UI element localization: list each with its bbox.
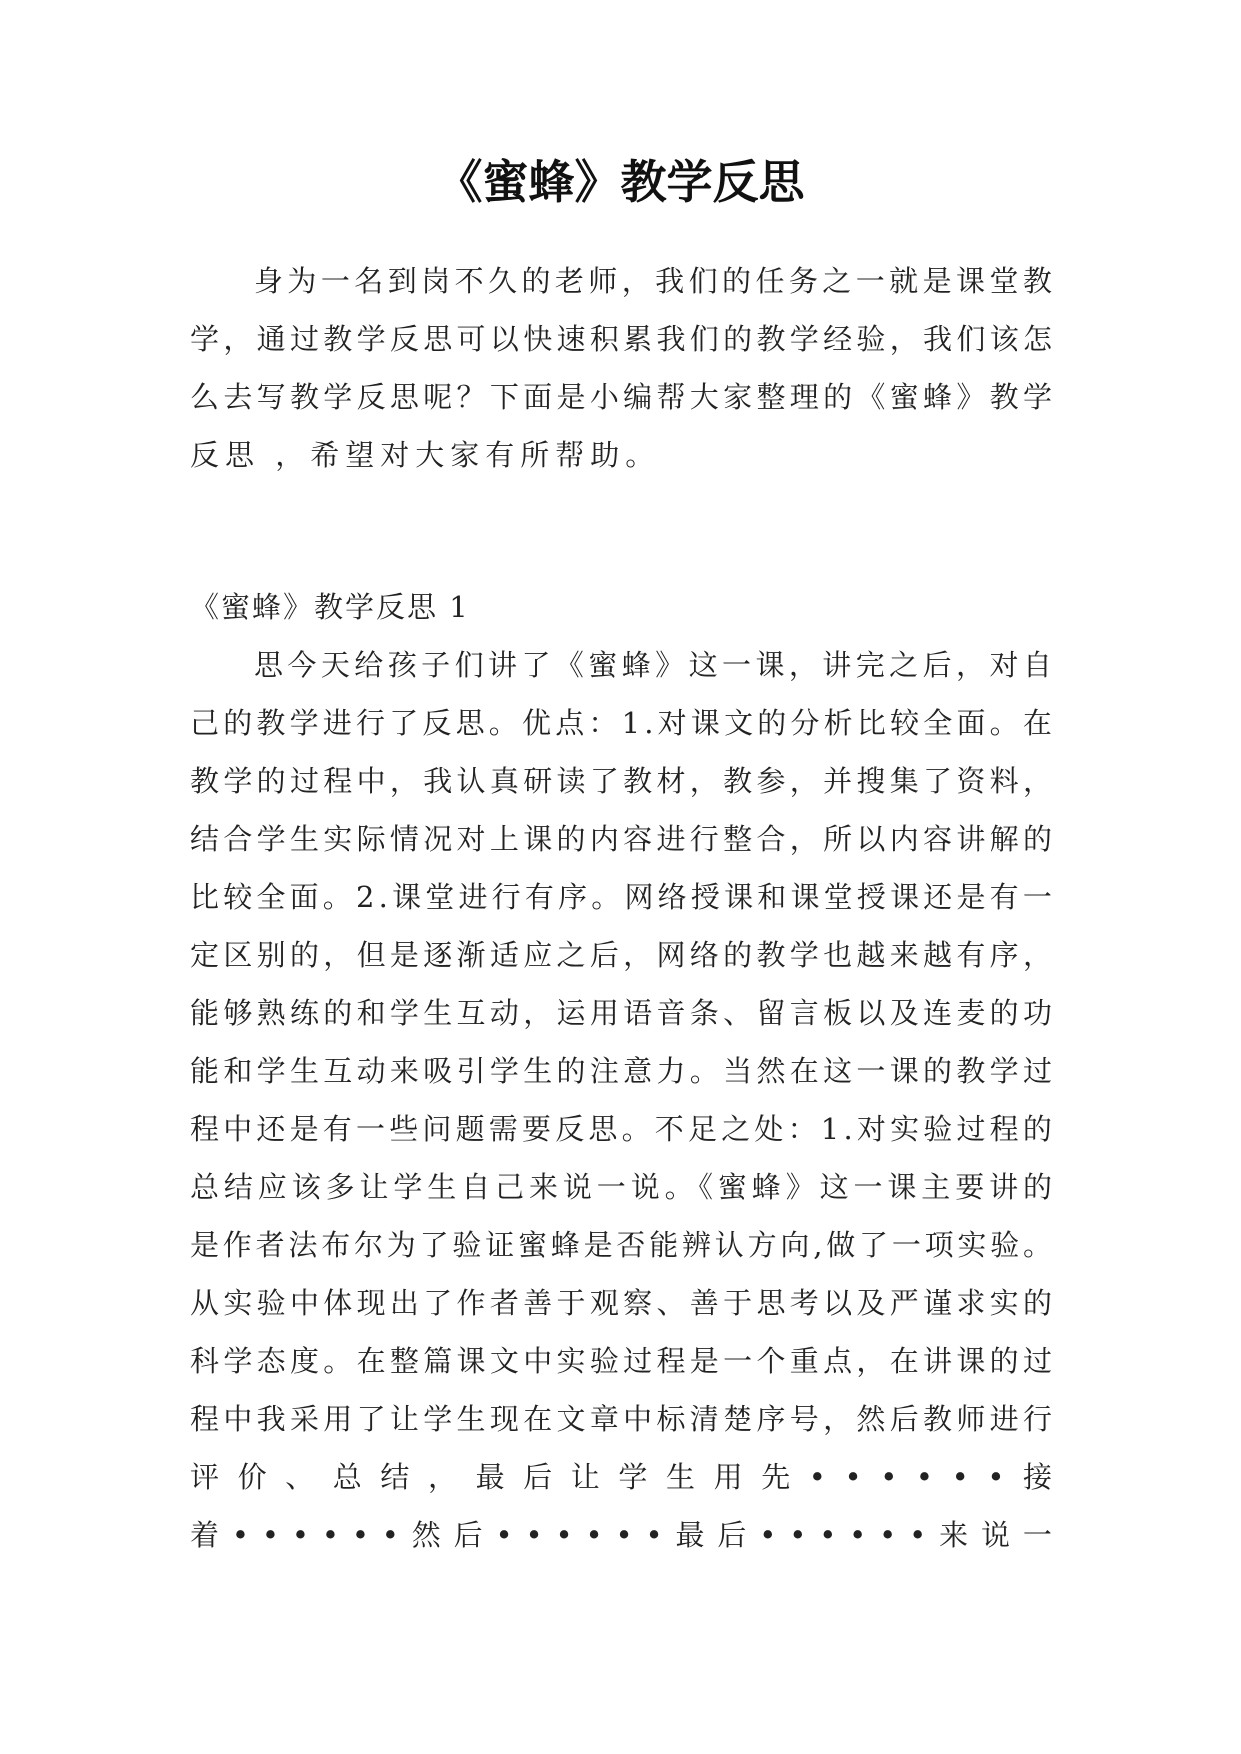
line-text: 身为一名到岗不久的老师，我们的任务之一就是课堂教 (254, 264, 1057, 298)
paragraph-line (190, 636, 1057, 694)
paragraph-line (190, 1100, 1057, 1158)
paragraph-line (190, 752, 1057, 810)
line-text: 程中还是有一些问题需要反思。不足之处：1.对实验过程的 (190, 1112, 1057, 1146)
paragraph-line (190, 984, 1057, 1042)
paragraph-line (190, 1274, 1057, 1332)
line-text: 能够熟练的和学生互动，运用语音条、留言板以及连麦的功 (190, 996, 1057, 1030)
line-text: 思今天给孩子们讲了《蜜蜂》这一课，讲完之后，对自 (254, 648, 1057, 682)
paragraph-line (190, 1158, 1057, 1216)
paragraph-line (190, 1042, 1057, 1100)
paragraph-line (190, 1332, 1057, 1390)
line-text: 学，通过教学反思可以快速积累我们的教学经验，我们该怎 (190, 322, 1057, 356)
paragraph-line (190, 252, 1057, 310)
section-paragraph (190, 636, 1071, 1564)
line-text: 定区别的，但是逐渐适应之后，网络的教学也越来越有序， (190, 938, 1057, 972)
paragraph-line (190, 1216, 1056, 1274)
paragraph-line (190, 926, 1057, 984)
line-text: 么去写教学反思呢？下面是小编帮大家整理的《蜜蜂》教学 (190, 380, 1057, 414)
paragraph-line (190, 1448, 1071, 1506)
line-text: 比较全面。2.课堂进行有序。网络授课和课堂授课还是有一 (190, 880, 1057, 914)
line-text: 从实验中体现出了作者善于观察、善于思考以及严谨求实的 (190, 1286, 1057, 1320)
line-text: 总结应该多让学生自己来说一说。《蜜蜂》这一课主要讲的 (190, 1170, 1057, 1204)
line-text: 程中我采用了让学生现在文章中标清楚序号，然后教师进行 (190, 1402, 1057, 1436)
paragraph-line (190, 426, 1052, 484)
line-text: 科学态度。在整篇课文中实验过程是一个重点，在讲课的过 (190, 1344, 1057, 1378)
section-heading: 《蜜蜂》教学反思 1 (190, 590, 470, 624)
line-text: 教学的过程中，我认真研读了教材，教参，并搜集了资料， (190, 764, 1057, 798)
paragraph-line (190, 868, 1057, 926)
paragraph-line (190, 694, 1057, 752)
paragraph-line (190, 1390, 1057, 1448)
paragraph-line (190, 810, 1057, 868)
paragraph-line (190, 310, 1057, 368)
intro-paragraph (190, 252, 1057, 484)
paragraph-line (190, 368, 1057, 426)
line-text: 结合学生实际情况对上课的内容进行整合，所以内容讲解的 (190, 822, 1057, 856)
paragraph-line (190, 1506, 1065, 1564)
line-text: 着••••••然后••••••最后••••••来说一 (190, 1518, 1065, 1552)
line-text: 能和学生互动来吸引学生的注意力。当然在这一课的教学过 (190, 1054, 1057, 1088)
line-text: 反思 ，希望对大家有所帮助。 (190, 438, 661, 472)
line-text: 己的教学进行了反思。优点：1.对课文的分析比较全面。在 (190, 706, 1057, 740)
line-text: 评价、总结，最后让学生用先••••••接 (190, 1460, 1071, 1494)
line-text: 是作者法布尔为了验证蜜蜂是否能辨认方向,做了一项实验。 (190, 1228, 1056, 1262)
document-title: 《蜜蜂》教学反思 (436, 155, 805, 209)
